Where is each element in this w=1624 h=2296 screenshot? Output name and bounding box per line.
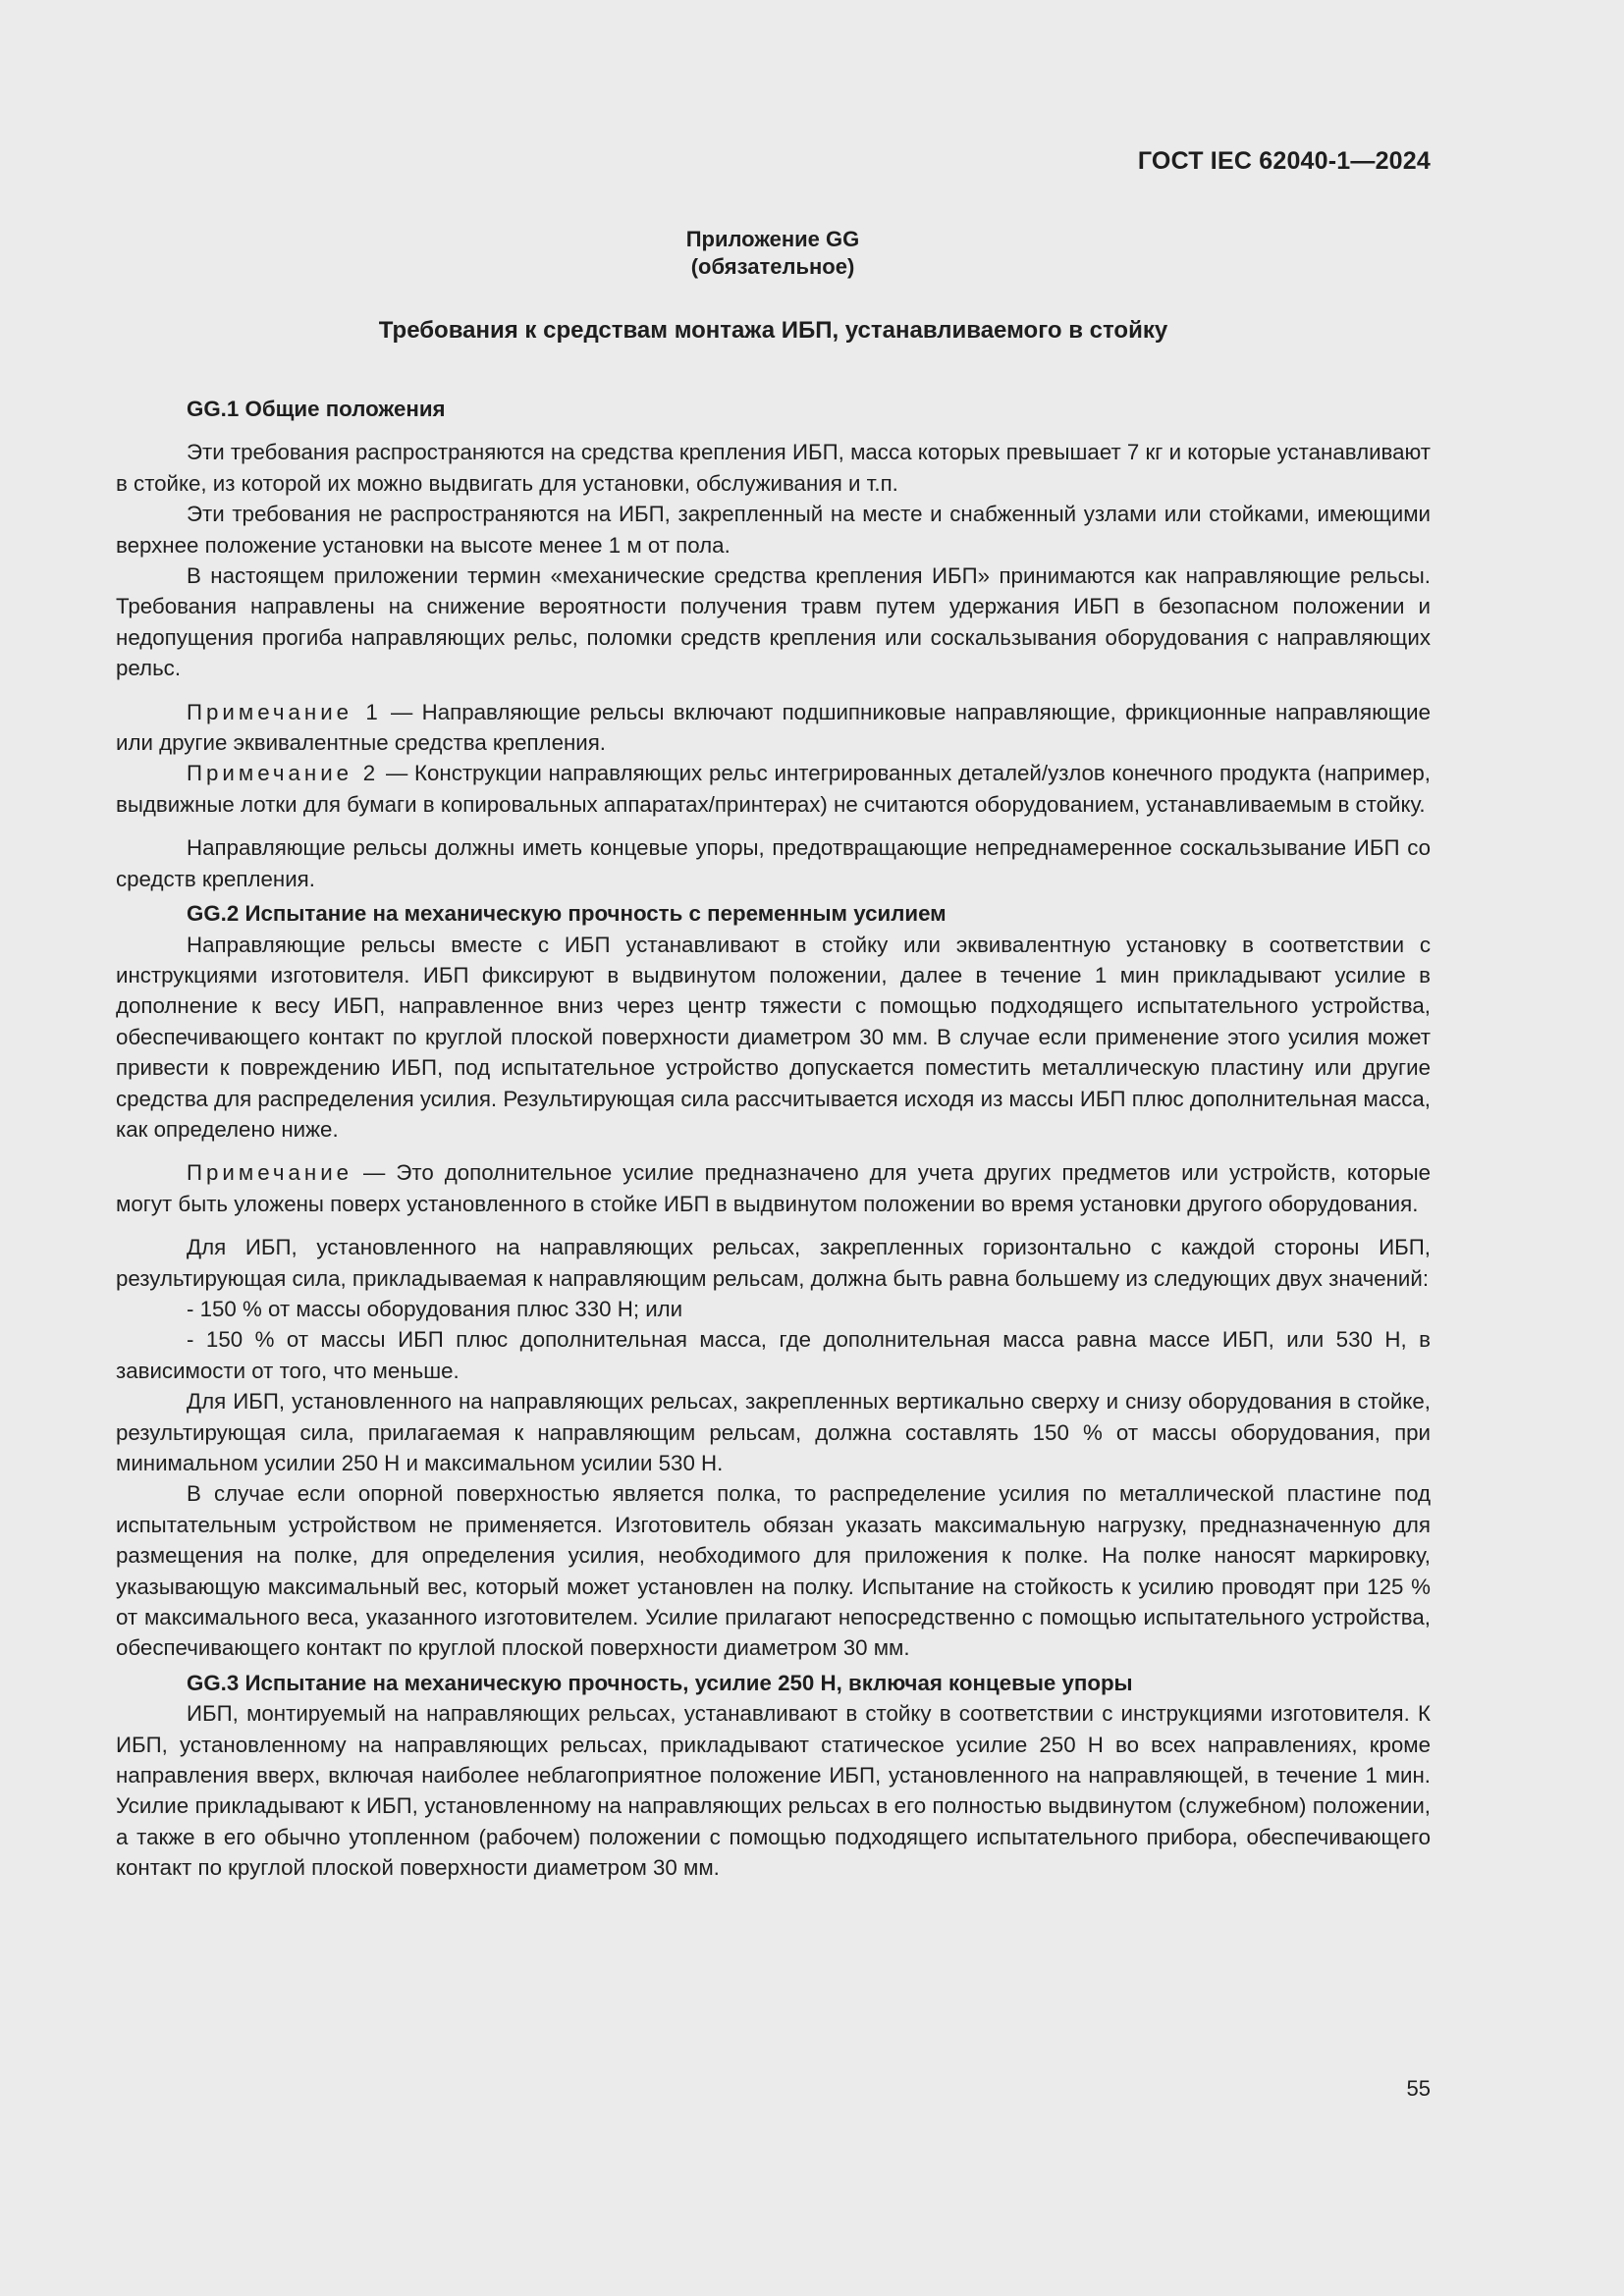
note-2	[116, 758, 1431, 820]
paragraph: Эти требования распространяются на средства крепления ИБП, масса которых превышает 7 кг и которые устанавливают в стойке, из которой их можно выдвигать для установки, обслуживания и т.п.	[116, 440, 1431, 496]
document-body	[116, 394, 1431, 1884]
paragraph: Эти требования не распространяются на ИБП, закрепленный на месте и снабженный узлами или стойками, имеющими верхнее положение установки на высоте менее 1 м от пола.	[116, 502, 1431, 558]
paragraph: Для ИБП, установленного на направляющих рельсах, закрепленных горизонтально с каждой стороны ИБП, результирующая сила, прикладываемая к направляющим рельсам, должна быть равна большему из следующих двух значений:	[116, 1235, 1431, 1291]
page-number: 55	[1406, 2076, 1431, 2101]
note-text: — Это дополнительное усилие предназначено для учета других предметов или устройств, которые могут быть уложены поверх установленного в стойке ИБП в выдвинутом положении во время установки другого оборудования.	[116, 1160, 1431, 1216]
note-label: Примечание	[187, 1160, 353, 1186]
paragraph: Направляющие рельсы должны иметь концевые упоры, предотвращающие непреднамеренное соскальзывание ИБП со средств крепления.	[116, 835, 1431, 891]
note-text: — Направляющие рельсы включают подшипниковые направляющие, фрикционные направляющие или другие эквивалентные средства крепления.	[116, 699, 1431, 756]
list-item: - 150 % от массы оборудования плюс 330 Н; или	[187, 1296, 683, 1321]
appendix-title: Приложение GG	[685, 227, 860, 251]
paragraph: В случае если опорной поверхностью является полка, то распределение усилия по металлической пластине под испытательным устройством не применяется. Изготовитель обязан указать максимальную нагрузку, предназначенную для размещения на полке, для определения усилия, необходимого для приложения к полке. На полке наносят маркировку, указывающую максимальный вес, который может установлен на полку. Испытание на стойкость к усилию проводят при 125 % от максимального веса, указанного изготовителем. Усилие прилагают непосредственно с помощью испытательного устройства, обеспечивающего контакт по круглой плоской поверхности диаметром 30 мм.	[116, 1481, 1431, 1661]
note-text: — Конструкции направляющих рельс интегрированных деталей/узлов конечного продукта (например, выдвижные лотки для бумаги в копировальных аппаратах/принтерах) не считаются оборудованием, устанавливаемым в стойку.	[116, 761, 1431, 817]
section-heading-gg1: GG.1 Общие положения	[187, 397, 446, 421]
section-heading-gg3: GG.3 Испытание на механическую прочность, усилие 250 Н, включая концевые упоры	[187, 1670, 1133, 1695]
page-title: Требования к средствам монтажа ИБП, устанавливаемого в стойку	[378, 317, 1168, 344]
document-code: ГОСТ IEC 62040-1—2024	[1137, 147, 1431, 175]
appendix-status: (обязательное)	[690, 254, 855, 279]
note-3	[116, 1157, 1431, 1219]
section-heading-gg2: GG.2 Испытание на механическую прочность с переменным усилием	[187, 901, 947, 927]
paragraph: Для ИБП, установленного на направляющих рельсах, закрепленных вертикально сверху и снизу оборудования в стойке, результирующая сила, прилагаемая к направляющим рельсам, должна составлять 150 % от массы оборудования, при минимальном усилии 250 Н и максимальном усилии 530 Н.	[116, 1389, 1431, 1475]
note-1	[116, 697, 1431, 759]
paragraph: Направляющие рельсы вместе с ИБП устанавливают в стойку или эквивалентную установку в соответствии с инструкциями изготовителя. ИБП фиксируют в выдвинутом положении, далее в течение 1 мин прикладывают усилие в дополнение к весу ИБП, направленное вниз через центр тяжести с помощью подходящего испытательного устройства, обеспечивающего контакт по круглой плоской поверхности диаметром 30 мм. В случае если применение этого усилия может привести к повреждению ИБП, под испытательное устройство допускается поместить металлическую пластину или другие средства для распределения усилия. Результирующая сила рассчитывается исходя из массы ИБП плюс дополнительная масса, как определено ниже.	[116, 932, 1431, 1142]
paragraph: ИБП, монтируемый на направляющих рельсах, устанавливают в стойку в соответствии с инструкциями изготовителя. К ИБП, установленному на направляющих рельсах, прикладывают статическое усилие 250 Н во всех направлениях, кроме направления вверх, включая наиболее неблагоприятное положение ИБП, установленного на направляющей, в течение 1 мин. Усилие прикладывают к ИБП, установленному на направляющих рельсах в его полностью выдвинутом (служебном) положении, а также в его обычно утопленном (рабочем) положении с помощью подходящего испытательного прибора, обеспечивающего контакт по круглой плоской поверхности диаметром 30 мм.	[116, 1701, 1431, 1881]
note-label: Примечание 2	[187, 761, 380, 786]
paragraph: В настоящем приложении термин «механические средства крепления ИБП» принимаются как направляющие рельсы. Требования направлены на снижение вероятности получения травм путем удержания ИБП в безопасном положении и недопущения прогиба направляющих рельс, поломки средств крепления или соскальзывания оборудования с направляющих рельс.	[116, 563, 1431, 681]
list-item: - 150 % от массы ИБП плюс дополнительная масса, где дополнительная масса равна массе ИБП, или 530 Н, в зависимости от того, что меньше.	[116, 1327, 1431, 1383]
note-label: Примечание 1	[187, 699, 382, 724]
appendix-heading	[0, 226, 1545, 281]
